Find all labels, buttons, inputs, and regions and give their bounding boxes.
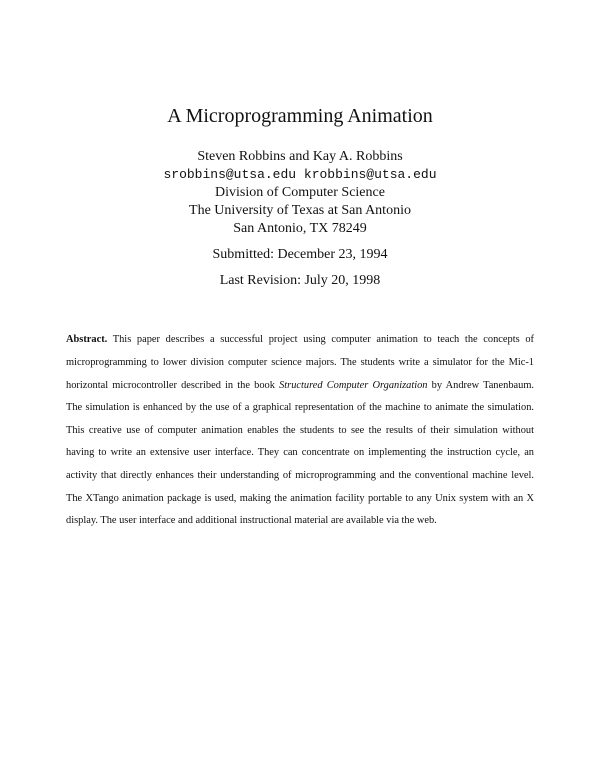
abstract	[66, 329, 534, 532]
affiliation-city: San Antonio, TX 78249	[233, 221, 367, 236]
affiliation-division: Division of Computer Science	[215, 185, 385, 200]
last-revision-date: Last Revision: July 20, 1998	[219, 273, 381, 288]
paper-title: A Microprogramming Animation	[167, 105, 433, 127]
abstract-text-part-1: This paper describes a successful project using computer animation to teach the concepts of microprogramming to lower division computer science majors. The students write a simulator for the Mic-1 horizontal microcontroller described in the book	[66, 334, 534, 391]
author-names: Steven Robbins and Kay A. Robbins	[197, 149, 403, 164]
book-title: Structured Computer Organization	[279, 379, 428, 391]
author-emails: srobbins@utsa.edu krobbins@utsa.edu	[163, 167, 437, 182]
abstract-label: Abstract.	[66, 334, 108, 346]
affiliation-university: The University of Texas at San Antonio	[189, 203, 411, 218]
submitted-date: Submitted: December 23, 1994	[212, 247, 388, 262]
abstract-text-part-2: by Andrew Tanenbaum. The simulation is enhanced by the use of a graphical representation of the machine to animate the simulation. This creative use of computer animation enables the students to see the results of their simulation without having to write an extensive user interface. They can concentrate on implementing the instruction cycle, an activity that directly enhances their understanding of microprogramming and the conventional machine level. The XTango animation package is used, making the animation facility portable to any Unix system with an X display. The user interface and additional instructional material are available via the web.	[66, 379, 534, 527]
